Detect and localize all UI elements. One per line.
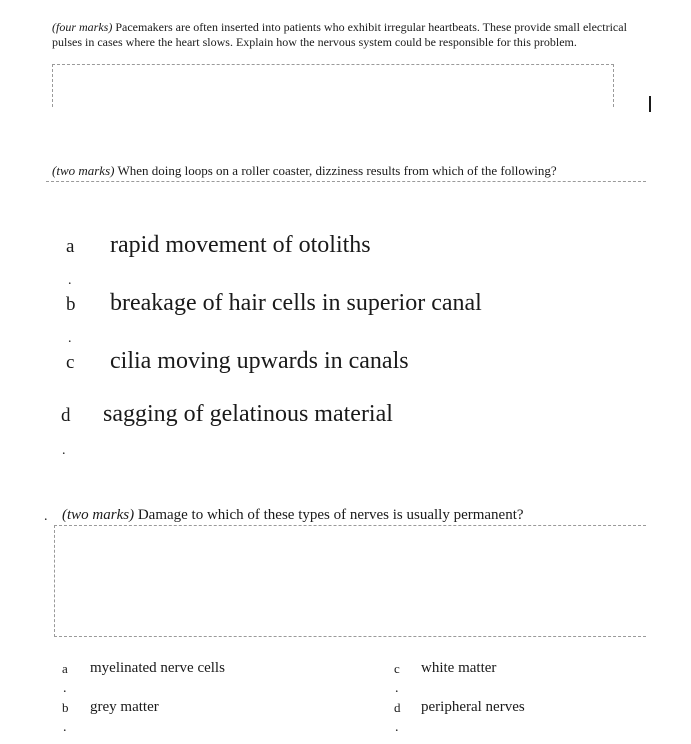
question-2-option-a-text[interactable]: rapid movement of otoliths: [110, 232, 371, 258]
list-marker: .: [68, 273, 72, 288]
question-3-answer-box[interactable]: [54, 525, 646, 637]
question-2-option-c-letter: c: [66, 352, 75, 373]
question-2-text: When doing loops on a roller coaster, dizziness results from which of the following?: [114, 163, 557, 178]
question-2-option-a-letter: a: [66, 236, 75, 257]
question-3-option-c-letter: c: [394, 661, 400, 676]
question-1-text: Pacemakers are often inserted into patients who exhibit irregular heartbeats. These provide small electrical pulses in cases where the heart slows. Explain how the nervous system could be responsible for this problem.: [52, 20, 627, 49]
list-marker: .: [68, 331, 72, 346]
question-2-option-b-text[interactable]: breakage of hair cells in superior canal: [110, 290, 482, 316]
question-3-option-a-text[interactable]: myelinated nerve cells: [90, 660, 225, 676]
question-1-answer-box[interactable]: [52, 64, 614, 107]
list-marker: .: [62, 443, 66, 458]
question-3-option-d-text[interactable]: peripheral nerves: [421, 699, 525, 715]
question-3-marks: (two marks): [62, 507, 135, 523]
question-2-marks: (two marks): [52, 163, 115, 178]
question-1-marks: (four marks): [52, 20, 113, 34]
question-2-option-d-letter: d: [61, 405, 71, 426]
question-3-option-a-letter: a: [62, 661, 68, 676]
question-2-option-b-letter: b: [66, 294, 76, 315]
question-3-option-b-text[interactable]: grey matter: [90, 699, 159, 715]
list-marker: .: [395, 681, 399, 696]
list-marker: .: [63, 720, 67, 735]
list-marker: .: [44, 509, 48, 524]
question-1-prompt: [52, 20, 642, 50]
question-2-option-d-text[interactable]: sagging of gelatinous material: [103, 401, 393, 427]
list-marker: .: [63, 681, 67, 696]
question-2-answer-line[interactable]: [46, 181, 646, 182]
question-3-option-b-letter: b: [62, 700, 69, 715]
question-3-option-c-text[interactable]: white matter: [421, 660, 497, 676]
question-3-prompt: [62, 506, 524, 524]
text-cursor: [649, 96, 651, 112]
question-3-option-d-letter: d: [394, 700, 401, 715]
question-3-text: Damage to which of these types of nerves is usually permanent?: [134, 507, 524, 523]
question-2-option-c-text[interactable]: cilia moving upwards in canals: [110, 348, 409, 374]
list-marker: .: [395, 720, 399, 735]
question-2-prompt: [52, 163, 557, 179]
